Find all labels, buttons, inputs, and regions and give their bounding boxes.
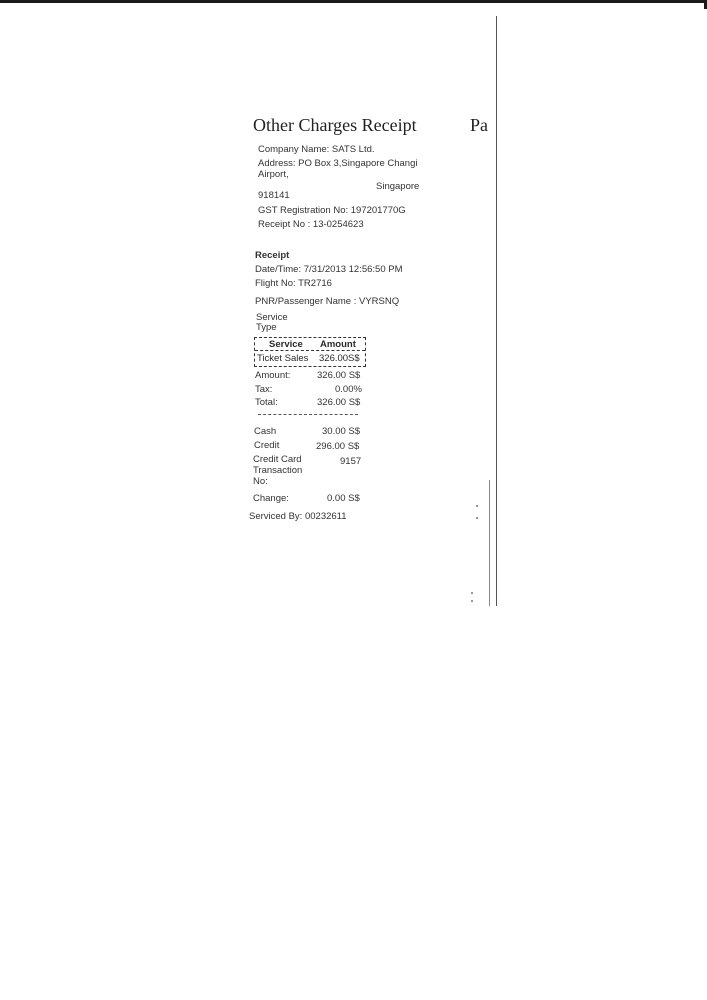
scan-speck — [476, 505, 478, 507]
credit-card-label-3: No: — [253, 476, 268, 487]
cash-label: Cash — [254, 426, 277, 437]
postal-code: 918141 — [258, 190, 290, 201]
scan-speck — [476, 517, 478, 519]
service-column-header: Service — [269, 339, 303, 350]
total-label: Total: — [255, 397, 278, 408]
receipt-number: Receipt No : 13-0254623 — [258, 219, 364, 230]
credit-card-label-1: Credit Card — [253, 454, 302, 465]
service-table — [254, 337, 366, 367]
cash-value: 30.00 S$ — [322, 426, 361, 437]
address-line-1: Address: PO Box 3,Singapore Changi — [258, 158, 418, 169]
address-line-3: Singapore — [376, 181, 420, 192]
page-edge-line — [489, 480, 490, 606]
date-time: Date/Time: 7/31/2013 12:56:50 PM — [255, 264, 403, 275]
gst-registration: GST Registration No: 197201770G — [258, 205, 406, 216]
scan-speck — [471, 600, 473, 602]
flight-number: Flight No: TR2716 — [255, 278, 332, 289]
amount-cell: 326.00S$ — [319, 353, 360, 364]
credit-label: Credit — [254, 440, 280, 451]
tax-label: Tax: — [255, 384, 273, 395]
credit-card-label-2: Transaction — [253, 465, 303, 476]
service-type-label-2: Type — [256, 322, 277, 333]
service-cell: Ticket Sales — [257, 353, 309, 364]
receipt-section-heading: Receipt — [255, 250, 290, 261]
amount-value: 326.00 S$ — [317, 370, 361, 381]
receipt-title-cut: Pa — [470, 115, 488, 135]
company-name: Company Name: SATS Ltd. — [258, 144, 375, 155]
address-line-2: Airport, — [258, 169, 289, 180]
separator-line — [258, 414, 358, 415]
receipt-title: Other Charges Receipt — [253, 115, 417, 135]
service-type-label-1: Service — [256, 312, 288, 323]
total-value: 326.00 S$ — [317, 397, 361, 408]
serviced-by: Serviced By: 00232611 — [249, 511, 347, 522]
change-value: 0.00 S$ — [327, 493, 360, 504]
scan-speck — [471, 592, 473, 594]
credit-card-number: 9157 — [340, 456, 362, 467]
amount-label: Amount: — [255, 370, 291, 381]
credit-value: 296.00 S$ — [316, 441, 360, 452]
amount-column-header: Amount — [320, 339, 356, 350]
scan-top-border — [0, 0, 707, 3]
page-fold-line — [496, 16, 497, 606]
pnr-passenger: PNR/Passenger Name : VYRSNQ — [255, 296, 400, 307]
tax-value: 0.00% — [335, 384, 362, 395]
change-label: Change: — [253, 493, 289, 504]
